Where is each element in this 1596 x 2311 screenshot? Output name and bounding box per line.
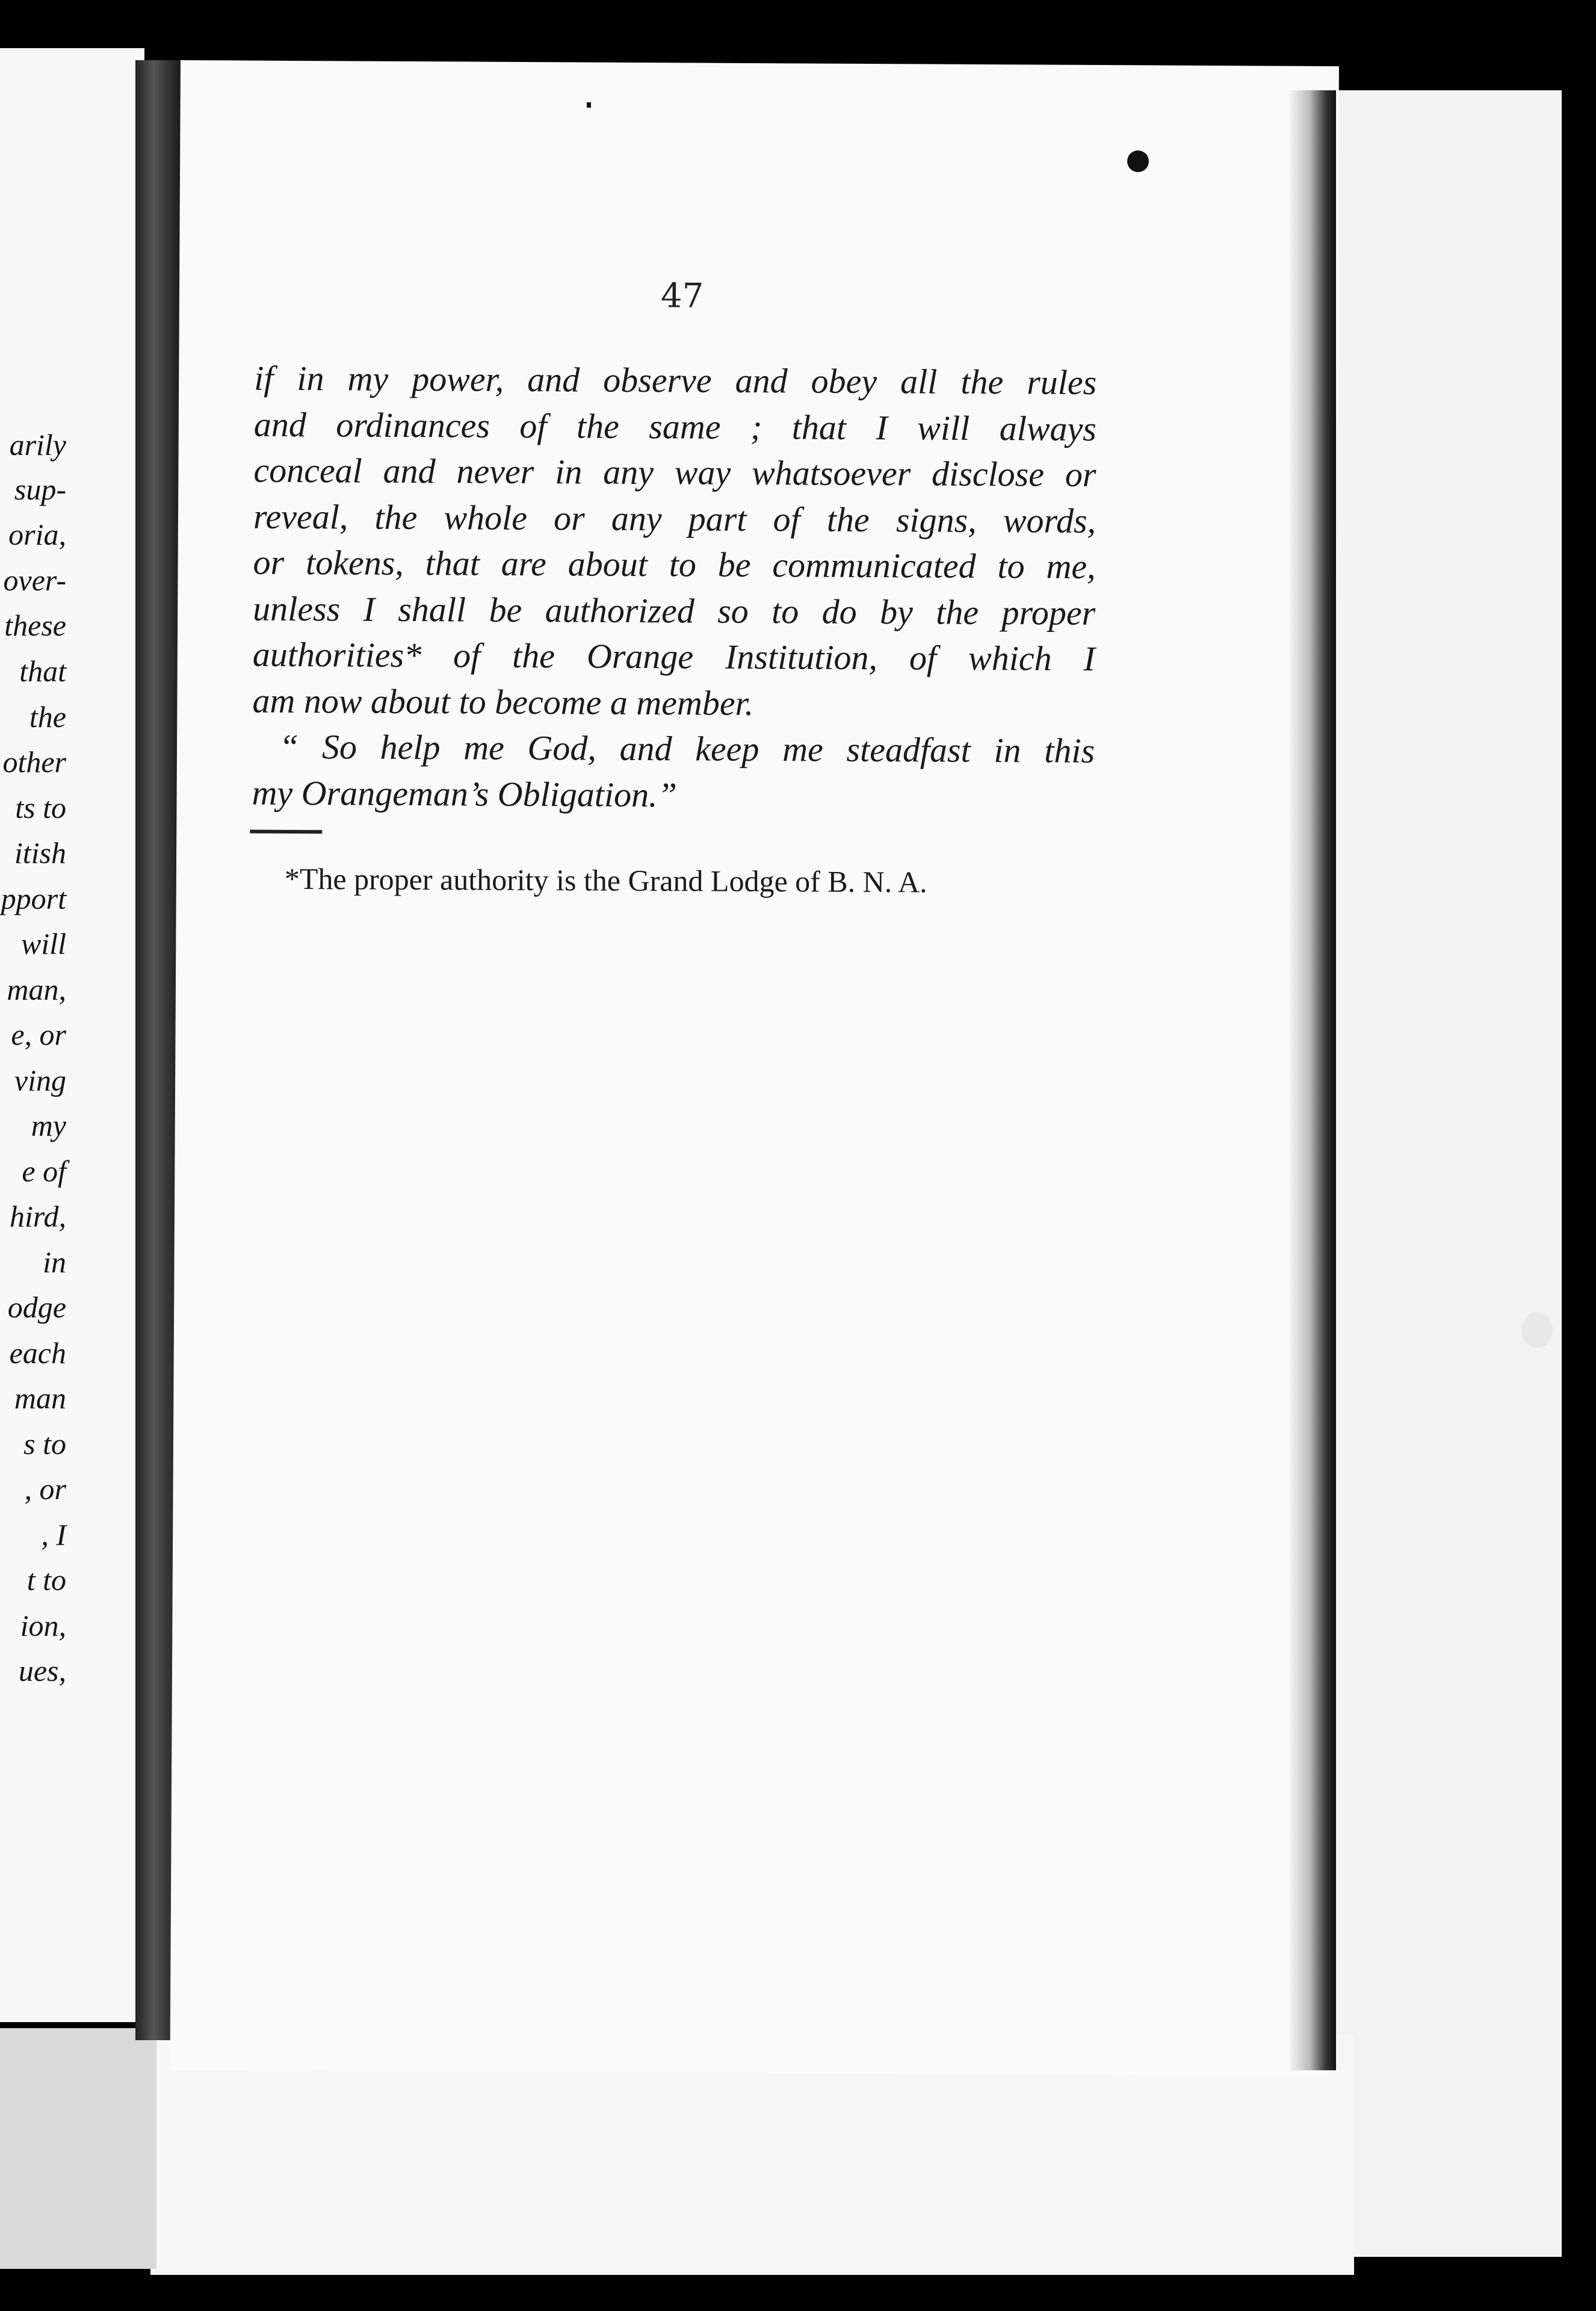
speck: [587, 102, 591, 108]
text-line: authorities* of the Orange Institution, of which I: [252, 634, 1095, 678]
backing-sheet: [1324, 90, 1562, 2257]
text-line: “ So help me God, and keep me steadfast in this: [279, 726, 1095, 770]
facing-line: , I: [41, 1518, 66, 1551]
facing-line: other: [2, 745, 66, 779]
facing-line: itish: [14, 836, 66, 870]
text-line: and ordinances of the same ; that I will always: [253, 404, 1096, 448]
facing-line: ues,: [18, 1654, 66, 1688]
facing-line: t to: [26, 1563, 66, 1597]
left-bottom-scrap: [0, 2028, 156, 2269]
facing-line: odge: [7, 1290, 66, 1324]
facing-line: ts to: [15, 791, 66, 824]
facing-line: e, or: [11, 1018, 66, 1051]
facing-line: pport: [1, 882, 66, 915]
facing-line: that: [19, 654, 66, 688]
facing-line: , or: [24, 1472, 66, 1506]
facing-line: each: [9, 1336, 66, 1370]
facing-line: man: [14, 1381, 66, 1415]
document-page: [170, 60, 1339, 2076]
facing-line: arily: [9, 428, 66, 462]
facing-line: my: [31, 1109, 66, 1142]
text-line: conceal and never in any way whatsoever disclose or: [253, 450, 1096, 494]
facing-line: s to: [23, 1427, 66, 1461]
page-edge-shadow: [1288, 90, 1336, 2070]
facing-line: ving: [14, 1063, 66, 1097]
facing-line: e of: [22, 1154, 66, 1188]
facing-line: over-: [3, 563, 66, 597]
facing-page: [0, 48, 144, 2022]
facing-line: oria,: [8, 518, 66, 551]
text-line: my Orangeman’s Obligation.”: [252, 773, 678, 814]
footnote-rule: [250, 830, 322, 834]
footnote: *The proper authority is the Grand Lodge of B. N. A.: [284, 861, 927, 899]
text-line: am now about to become a member.: [252, 681, 754, 723]
facing-line: in: [43, 1245, 66, 1279]
text-line: unless I shall be authorized so to do by the proper: [253, 589, 1096, 633]
facing-line: ion,: [20, 1609, 66, 1642]
body-text: [252, 356, 1096, 820]
paper-blemish: [1521, 1312, 1553, 1348]
text-line: or tokens, that are about to be communicated to me,: [253, 542, 1096, 586]
facing-line: hird,: [10, 1199, 66, 1233]
facing-line: man,: [7, 973, 66, 1006]
facing-line: sup-: [14, 472, 66, 506]
binding-hole: [1127, 150, 1149, 172]
facing-line: the: [29, 700, 66, 734]
facing-line: will: [20, 927, 66, 961]
text-line: reveal, the whole or any part of the signs, words,: [253, 497, 1096, 540]
facing-line: these: [4, 608, 66, 642]
text-line: if in my power, and observe and obey all the rules: [254, 358, 1097, 402]
page-number: 47: [660, 276, 704, 316]
